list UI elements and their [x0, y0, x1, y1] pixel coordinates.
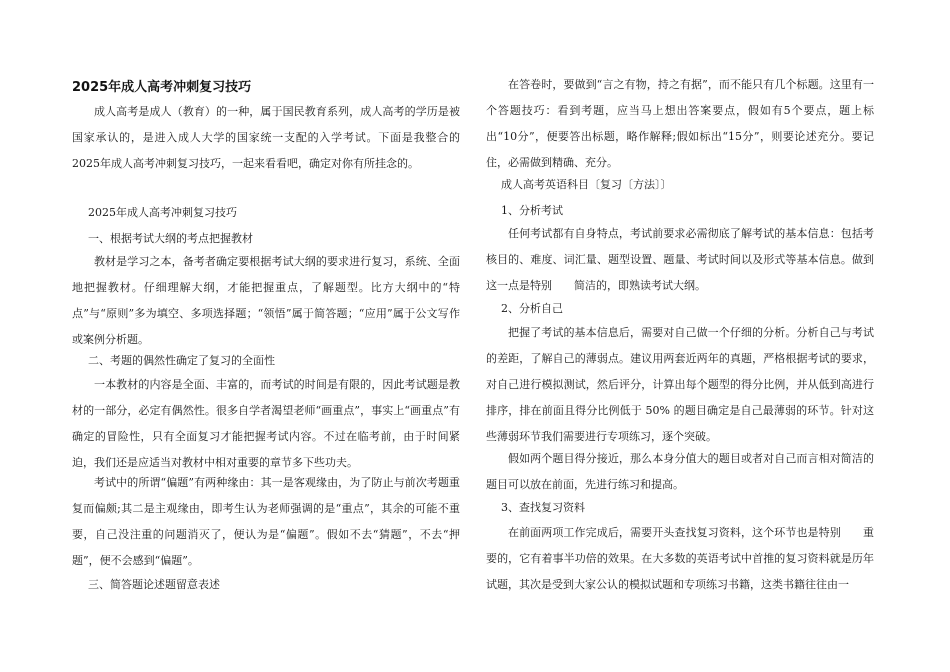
- right-heading-0: 成人高考英语科目〔复习〔方法〕〕: [501, 178, 672, 191]
- left-paragraph-1: 教材是学习之本，备考者确定要根据考试大纲的要求进行复习，系统、全面地把握教材。仔细理解大纲，才能把握重点，了解题型。比方大纲中的“特点”与“原则”多为填空、多项选择题；“领悟”属于简答题；“应用”属于公文写作或案例分析题。: [72, 255, 460, 346]
- right-heading-3: 3、查找复习资料: [501, 501, 585, 514]
- right-heading-2: 2、分析自己: [501, 302, 563, 315]
- right-heading-1: 1、分析考试: [501, 204, 563, 217]
- intro-paragraph: 成人高考是成人（教育）的一种，属于国民教育系列，成人高考的学历是被国家承认的，是进入成人大学的国家统一支配的入学考试。下面是我整合的2025年成人高考冲刺复习技巧，一起来看看吧，确定对你有所挂念的。: [72, 105, 460, 170]
- right-paragraph-1: 在答卷时，要做到“言之有物，持之有据”，而不能只有几个标题。这里有一个答题技巧：看到考题，应当马上想出答案要点，假如有5个要点，题上标出“10分”，便要答出标题，略作解释;假如标出“15分”，则要论述充分。要记住，必需做到精确、充分。: [486, 78, 874, 169]
- right-paragraph-4: 假如两个题目得分接近，那么本身分值大的题目或者对自己而言相对简洁的题目可以放在前面，先进行练习和提高。: [486, 452, 874, 491]
- left-paragraph-3: 考试中的所谓“偏题”有两种缘由：其一是客观缘由，为了防止与前次考题重复而偏颇;其二是主观缘由，即考生认为老师强调的是“重点”，其余的可能不重要，自己没注重的问题消灭了，便认为是“偏题”。假如不去“猜题”，不去“押题”，便不会感到“偏题”。: [72, 476, 460, 567]
- document-title: 2025年成人高考冲刺复习技巧: [72, 80, 252, 95]
- right-paragraph-2: 任何考试都有自身特点，考试前要求必需彻底了解考试的基本信息：包括考核目的、难度、词汇量、题型设置、题量、考试时间以及形式等基本信息。做到这一点是特别 简洁的，即熟读考试大纲。: [486, 227, 874, 292]
- section-subtitle: 2025年成人高考冲刺复习技巧: [88, 206, 237, 219]
- left-heading-1: 一、根据考试大纲的考点把握教材: [88, 232, 253, 245]
- right-paragraph-3: 把握了考试的基本信息后，需要对自己做一个仔细的分析。分析自己与考试的差距，了解自己的薄弱点。建议用两套近两年的真题，严格根据考试的要求，对自己进行模拟测试，然后评分，计算出每个题型的得分比例，并从低到高进行排序，排在前面且得分比例低于 50% 的题目确定是自己最薄弱的环节。针对这些薄弱环节我们需要进行专项练习，逐个突破。: [486, 326, 874, 443]
- left-heading-3: 三、简答题论述题留意表述: [88, 578, 220, 591]
- left-paragraph-2: 一本教材的内容是全面、丰富的，而考试的时间是有限的，因此考试题是教材的一部分，必定有偶然性。很多自学者渴望老师“画重点”，事实上“画重点”有确定的冒险性，只有全面复习才能把握考试内容。不过在临考前，由于时间紧迫，我们还是应适当对教材中相对重要的章节多下些功夫。: [72, 378, 460, 469]
- right-paragraph-5: 在前面两项工作完成后，需要开头查找复习资料，这个环节也是特别 重要的，它有着事半功倍的效果。在大多数的英语考试中首推的复习资料就是历年试题，其次是受到大家公认的模拟试题和专项练习书籍，这类书籍往往由一: [486, 526, 874, 591]
- left-heading-2: 二、考题的偶然性确定了复习的全面性: [88, 354, 275, 367]
